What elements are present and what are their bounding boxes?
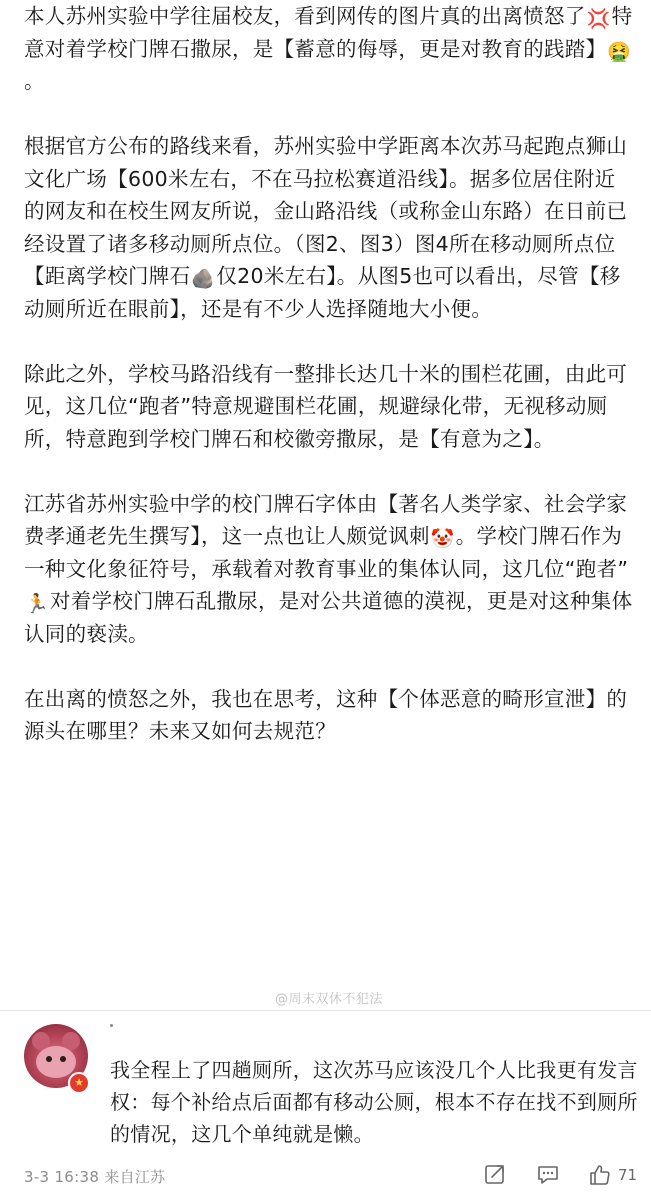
post-paragraph xyxy=(24,130,636,325)
post-paragraph xyxy=(24,0,636,98)
comment-icon xyxy=(536,1162,560,1186)
post-text-segment: 本人苏州实验中学往届校友，看到网传的图片真的出离愤怒了 xyxy=(24,4,586,28)
post-text-segment: 在出离的愤怒之外，我也在思考，这种【个体恶意的畸形宣泄】的源头在哪里？未来又如何去规范？ xyxy=(24,686,628,743)
avatar-eye-left xyxy=(46,1056,52,1062)
comment-location: 来自江苏 xyxy=(104,1168,166,1186)
username-placeholder-dot xyxy=(110,1024,113,1027)
post-text-segment: 根据官方公布的路线来看，苏州实验中学距离本次苏马起跑点狮山文化广场【600米左右，不在马拉松赛道沿线】。据多位居住附近的网友和在校生网友所说，金山路沿线（或称金山东路）在日前已经设置了诸多移动厕所点位。（图2、图3）图4所在移动厕所点位【距离学校门牌石 xyxy=(24,134,628,288)
reply-button[interactable] xyxy=(536,1162,560,1188)
avatar-face xyxy=(36,1046,76,1078)
post-text-segment: 特意对着学校门牌石撒尿，是【蓄意的侮辱，更是对教育的践踏】 xyxy=(24,4,633,61)
avatar-eye-right xyxy=(60,1056,66,1062)
post-paragraph xyxy=(24,488,636,651)
post-text-segment: 对着学校门牌石乱撒尿，是对公共道德的漠视，更是对这种集体认同的亵渎。 xyxy=(24,589,633,646)
vomit-face-icon: 🤮 xyxy=(607,40,632,63)
post-text-segment: 江苏省苏州实验中学的校门牌石字体由【著名人类学家、社会学家费孝通老先生撰写】，这一点也让人颇觉讽刺 xyxy=(24,491,628,548)
anger-icon: 💢 xyxy=(586,8,611,30)
clown-face-icon: 🤡 xyxy=(430,528,455,550)
like-button[interactable] xyxy=(588,1162,637,1188)
post-body xyxy=(24,0,636,780)
watermark: @周末双休不犯法 xyxy=(275,992,384,1007)
runner-icon: 🏃 xyxy=(25,593,49,615)
post-text-segment: 除此之外，学校马路沿线有一整排长达几十米的围栏花圃，由此可见，这几位“跑者”特意规避围栏花圃，规避绿化带，无视移动厕所，特意跑到学校门牌石和校徽旁撒尿，是【有意为之】。 xyxy=(24,361,628,451)
post-text-segment: 。 xyxy=(24,69,45,93)
comment-time: 3-3 16:38 xyxy=(24,1168,100,1186)
post-paragraph xyxy=(24,358,636,456)
verified-badge-icon: ★ xyxy=(68,1072,90,1094)
post-paragraph xyxy=(24,683,636,748)
like-count: 71 xyxy=(618,1166,638,1184)
share-button[interactable] xyxy=(483,1162,507,1188)
thumbs-up-icon xyxy=(588,1163,612,1187)
divider xyxy=(0,1010,651,1011)
comment-meta xyxy=(24,1166,165,1187)
post-text-segment: 。学校门牌石作为一种文化象征符号，承载着对教育事业的集体认同，这几位“跑者” xyxy=(24,524,629,581)
post-text-segment: 仅20米左右】。从图5也可以看出，尽管【移动厕所近在眼前】，还是有不少人选择随地大小便。 xyxy=(24,264,621,321)
share-icon xyxy=(483,1162,507,1186)
rock-icon: 🪨 xyxy=(191,268,216,290)
comment-text: 我全程上了四趟厕所，这次苏马应该没几个人比我更有发言权：每个补给点后面都有移动公厕，根本不存在找不到厕所的情况，这几个单纯就是懒。 xyxy=(110,1058,638,1146)
